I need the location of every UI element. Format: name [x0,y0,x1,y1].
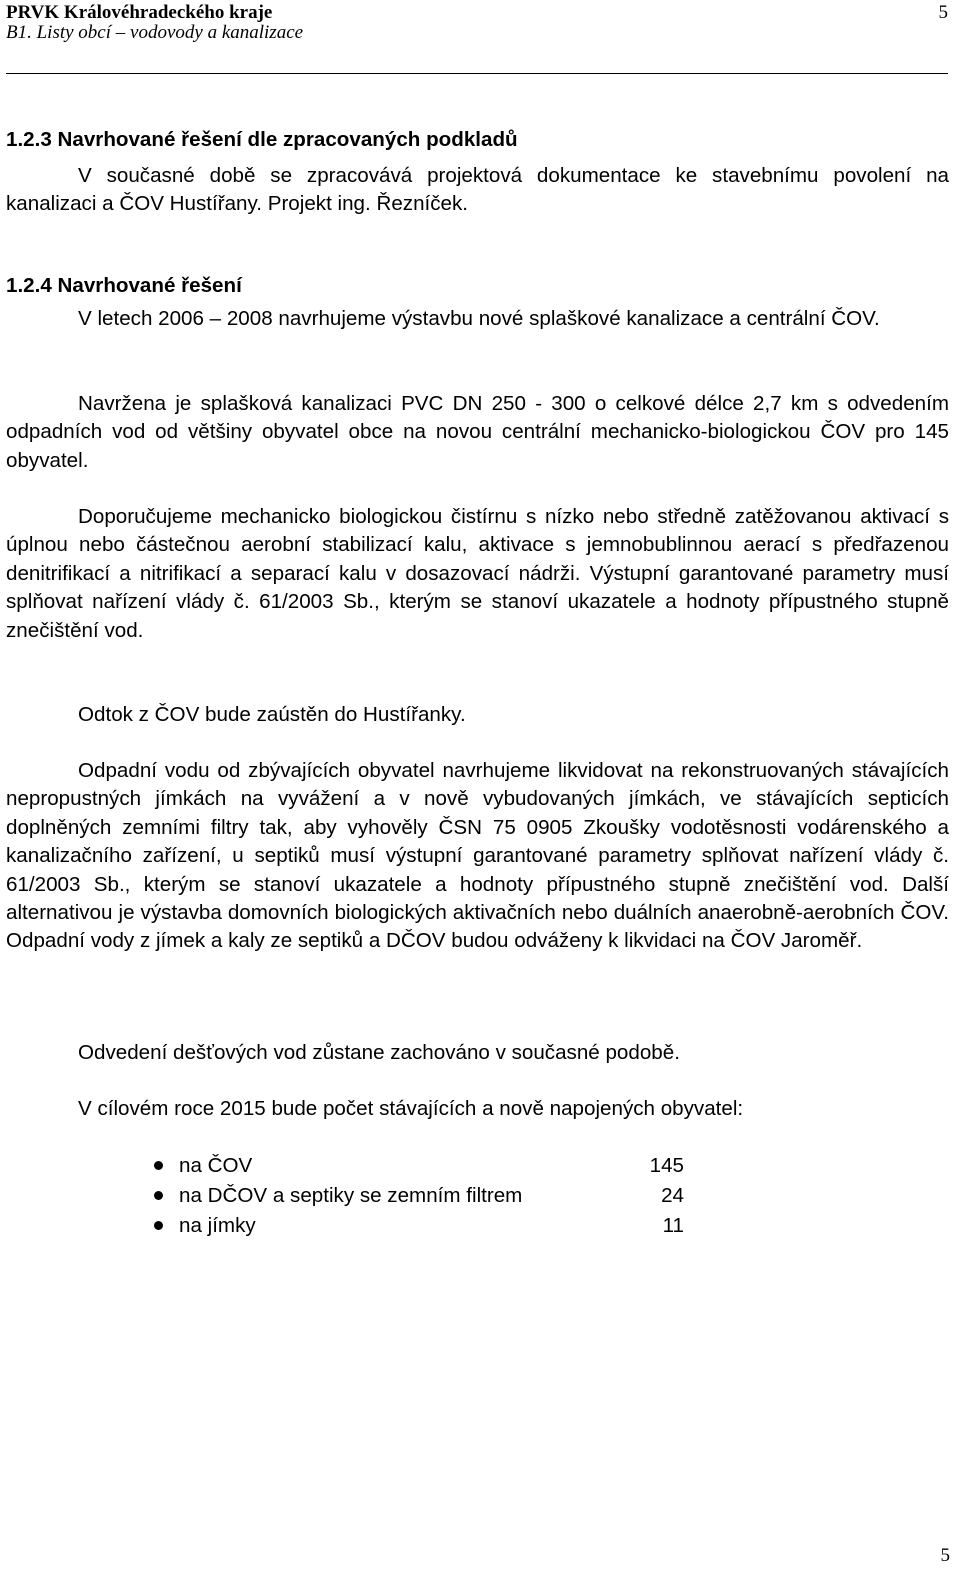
list-item-label: na ČOV [179,1154,253,1177]
list-item [6,1151,706,1181]
paragraph-remaining-wastewater: Odpadní vodu od zbývajících obyvatel navrhujeme likvidovat na rekonstruovaných stávajících nepropustných jímkách na vyvážení a v nově vybudovaných jímkách, ve stávajících septicích doplněných zemními filtry tak, aby vyhověly ČSN 75 0905 Zkoušky vodotěsnosti vodárenského a kanalizačního zařízení, u septiků musí výstupní garantované parametry splňovat nařízení vlády č. 61/2003 Sb., kterým se stanoví ukazatele a hodnoty přípustného stupně znečištění vod. Další alternativou je výstavba domovních biologických aktivačních nebo duálních anaerobně-aerobních ČOV. Odpadní vody z jímek a kaly ze septiků a DČOV budou odváženy k likvidaci na ČOV Jaroměř. [6,759,949,953]
section-heading-1-2-3: 1.2.3 Navrhované řešení dle zpracovaných podkladů [6,128,518,151]
paragraph-outflow: Odtok z ČOV bude zaústěn do Hustířanky. [78,703,466,726]
paragraph-sewer-design: Navržena je splašková kanalizaci PVC DN 250 - 300 o celkové délce 2,7 km s odvedením odpadních vod od většiny obyvatel obce na novou centrální mechanicko-biologickou ČOV pro 145 obyvatel. [6,392,949,472]
list-item-label: na DČOV a septiky se zemním filtrem [179,1184,523,1207]
header-page-number: 5 [938,2,948,23]
connected-population-list [6,1151,706,1241]
bullet-icon [154,1191,163,1200]
bullet-icon [154,1221,163,1230]
document-subtitle: B1. Listy obcí – vodovody a kanalizace [6,22,304,43]
list-item-count: 11 [662,1214,684,1237]
page-header [6,0,948,74]
section-heading-1-2-4: 1.2.4 Navrhované řešení [6,274,242,297]
paragraph-project-status: V současné době se zpracovává projektová dokumentace ke stavebnímu povolení na kanalizaci a ČOV Hustířany. Projekt ing. Řezníček. [6,164,949,216]
paragraph-rainwater: Odvedení dešťových vod zůstane zachováno v současné podobě. [78,1041,680,1064]
paragraph-target-intro: V cílovém roce 2015 bude počet stávajících a nově napojených obyvatel: [78,1097,744,1120]
list-item [6,1211,706,1241]
document-title: PRVK Královéhradeckého kraje [6,2,273,23]
paragraph-intro: V letech 2006 – 2008 navrhujeme výstavbu nové splaškové kanalizace a centrální ČOV. [78,307,880,330]
footer-page-number: 5 [940,1545,950,1566]
list-item-count: 24 [661,1184,684,1207]
paragraph-treatment-plant: Doporučujeme mechanicko biologickou čistírnu s nízko nebo středně zatěžovanou aktivací s úplnou nebo částečnou aerobní stabilizací kalu, aktivace s jemnobublinnou aerací s předřazenou denitrifikací a nitrifikací a separací kalu v dosazovací nádrži. Výstupní garantované parametry musí splňovat nařízení vlády č. 61/2003 Sb., kterým se stanoví ukazatele a hodnoty přípustného stupně znečištění vod. [6,505,949,642]
bullet-icon [154,1161,163,1170]
list-item [6,1181,706,1211]
list-item-label: na jímky [179,1214,256,1237]
list-item-count: 145 [649,1154,684,1177]
